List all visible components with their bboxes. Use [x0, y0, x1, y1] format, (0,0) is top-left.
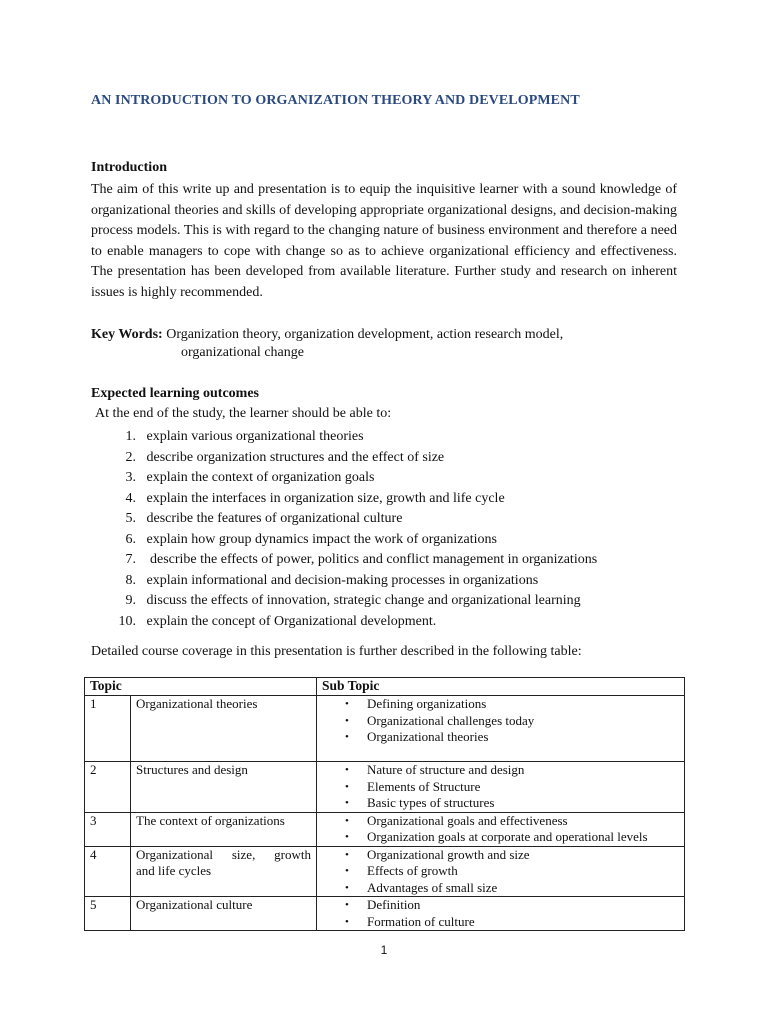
list-item: • Organization goals at corporate and operational levels: [345, 829, 648, 844]
introduction-body: The aim of this write up and presentation is to equip the inquisitive learner with a sound knowledge of organizational theories and skills of developing appropriate organizational designs, and decision-making process models. This is with regard to the changing nature of business environment and therefore a need to enable managers to cope with change so as to achieve organizational efficiency and effectiveness. The presentation has been developed from available literature. Further study and research on inherent issues is highly recommended.: [91, 182, 677, 300]
course-coverage-table: [84, 677, 685, 931]
topic-cell: [131, 846, 317, 897]
bullet-icon: •: [345, 764, 349, 776]
introduction-heading: Introduction: [91, 160, 167, 175]
sub-topic-header: Sub Topic: [317, 678, 685, 696]
topic-cell: Organizational culture: [131, 897, 317, 931]
list-item: 9. discuss the effects of innovation, strategic change and organizational learning: [125, 593, 581, 608]
list-item: 6. explain how group dynamics impact the work of organizations: [125, 531, 497, 547]
topic-cell: Structures and design: [131, 762, 317, 813]
key-words-label: Key Words:: [91, 327, 163, 342]
bullet-icon: •: [345, 797, 349, 809]
learning-outcomes-list: [91, 427, 597, 632]
subtopic-cell: [317, 762, 685, 813]
list-item: • Formation of culture: [345, 913, 475, 929]
bullet-icon: •: [345, 881, 349, 894]
bullet-icon: •: [345, 814, 349, 827]
topic-line1: Organizational size, growth: [136, 846, 311, 862]
row-number: 1: [85, 696, 131, 762]
learning-outcomes-lead: At the end of the study, the learner should be able to:: [95, 406, 392, 421]
list-item: • Organizational challenges today: [345, 712, 535, 728]
bullet-icon: •: [345, 831, 349, 843]
table-row: [85, 846, 685, 897]
row-number: 3: [85, 812, 131, 846]
bullet-icon: •: [345, 731, 349, 743]
list-item: • Advantages of small size: [345, 879, 498, 895]
bullet-icon: •: [345, 915, 349, 928]
bullet-icon: •: [345, 848, 349, 861]
list-item: • Effects of growth: [345, 863, 458, 878]
list-item: • Organizational theories: [345, 729, 489, 744]
list-item: • Organizational goals and effectiveness: [345, 812, 568, 828]
subtopic-cell: [317, 846, 685, 897]
bullet-icon: •: [345, 698, 349, 710]
bullet-icon: •: [345, 865, 349, 877]
detail-line: Detailed course coverage in this presentation is further described in the following table:: [91, 644, 582, 659]
list-item: 2. describe organization structures and the effect of size: [125, 449, 445, 465]
row-number: 2: [85, 762, 131, 813]
table-row: [85, 762, 685, 813]
table-row: [85, 897, 685, 931]
key-words-line2: organizational change: [181, 345, 304, 360]
row-number: 5: [85, 897, 131, 931]
key-words: [91, 325, 691, 345]
list-item: • Defining organizations: [345, 696, 487, 711]
topic-header: Topic: [85, 678, 317, 696]
bullet-icon: •: [345, 899, 349, 911]
list-item: 7. describe the effects of power, politics and conflict management in organizations: [125, 552, 598, 567]
bullet-icon: •: [345, 780, 349, 793]
list-item: • Definition: [345, 897, 421, 912]
list-item: 8. explain informational and decision-making processes in organizations: [125, 572, 539, 588]
row-number: 4: [85, 846, 131, 897]
subtopic-cell: [317, 897, 685, 931]
key-words-line1: Organization theory, organization development, action research model,: [162, 327, 564, 342]
subtopic-cell: [317, 812, 685, 846]
table-row: [85, 696, 685, 762]
page-number: 1: [380, 943, 388, 957]
subtopic-cell: [317, 696, 685, 762]
list-item: • Basic types of structures: [345, 795, 495, 810]
bullet-icon: •: [345, 714, 349, 727]
learning-outcomes-heading: Expected learning outcomes: [91, 386, 259, 401]
table-header-row: [85, 678, 685, 696]
topic-cell: Organizational theories: [131, 696, 317, 762]
list-item: • Organizational growth and size: [345, 846, 530, 862]
table-row: [85, 812, 685, 846]
list-item: 10. explain the concept of Organizational development.: [118, 613, 437, 629]
document-title: AN INTRODUCTION TO ORGANIZATION THEORY AND DEVELOPMENT: [91, 93, 580, 108]
list-item: • Nature of structure and design: [345, 762, 525, 777]
list-item: 5. describe the features of organizational culture: [125, 511, 403, 526]
list-item: 4. explain the interfaces in organization size, growth and life cycle: [125, 490, 505, 506]
list-item: 1. explain various organizational theories: [125, 429, 364, 444]
list-item: 3. explain the context of organization goals: [125, 470, 375, 485]
list-item: • Elements of Structure: [345, 778, 481, 794]
topic-cell: The context of organizations: [131, 812, 317, 846]
topic-line2: and life cycles: [136, 863, 212, 878]
